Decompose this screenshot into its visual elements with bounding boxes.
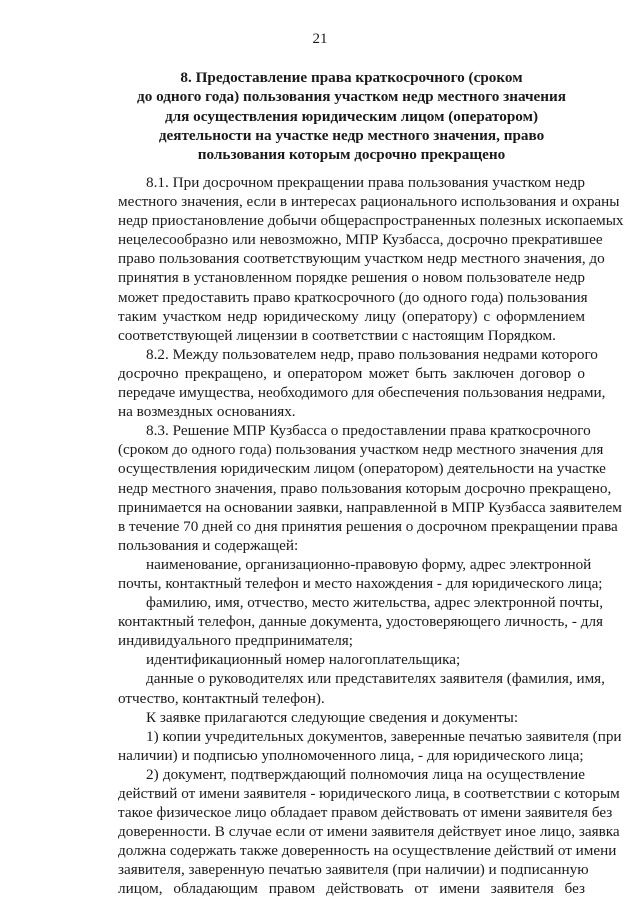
paragraph (118, 555, 603, 593)
heading-line: пользования которым досрочно прекращено (197, 146, 506, 164)
paragraph-line: принятия в установленном порядке решения о новом пользователе недр (118, 269, 585, 287)
paragraph-line: 8.2. Между пользователем недр, право пользования недрами которого (146, 345, 598, 363)
paragraph-line: нецелесообразно или невозможно, МПР Кузбасса, досрочно прекратившее (118, 231, 603, 249)
paragraph-line: передаче имущества, необходимого для обеспечения пользования недрами, (118, 384, 606, 402)
paragraph-line: наименование, организационно-правовую форму, адрес электронной (146, 555, 592, 573)
paragraph-line: может предоставить право краткосрочного (до одного года) пользования (118, 288, 588, 306)
paragraph-line: контактный телефон, данные документа, удостоверяющего личность, - для (118, 613, 604, 631)
heading-line: для осуществления юридическим лицом (оператором) (164, 107, 539, 125)
paragraph-line: почты, контактный телефон и место нахождения - для юридического лица; (118, 574, 603, 592)
paragraph-line: (сроком до одного года) пользования участком недр местного значения для (118, 441, 604, 459)
paragraph-line: 8.1. При досрочном прекращении права пользования участком недр (146, 174, 585, 191)
paragraph-line: пользования и содержащей: (118, 536, 299, 554)
paragraph-line: такое физическое лицо обладает правом действовать от имени заявителя без (118, 804, 613, 822)
paragraph-line: в течение 70 дней со дня принятия решения о досрочном прекращении права (118, 517, 618, 535)
paragraph (118, 650, 585, 669)
paragraph-line: фамилию, имя, отчество, место жительства, адрес электронной почты, (146, 594, 604, 612)
section-body (118, 173, 624, 899)
paragraph-line: лицом, обладающим правом действовать от имени заявителя без (118, 880, 585, 898)
paragraph-line: соответствующей лицензии в соответствии с настоящим Порядком. (118, 326, 556, 344)
heading-line: деятельности на участке недр местного значения, право (158, 126, 545, 144)
paragraph-line: недр местного значения, право пользования которым досрочно прекращено, (118, 479, 612, 497)
paragraph (118, 727, 622, 765)
paragraph-line: принимается на основании заявки, направленной в МПР Кузбасса заявителем (118, 498, 622, 516)
paragraph-line: К заявке прилагаются следующие сведения и документы: (146, 708, 519, 726)
paragraph-line: отчество, контактный телефон). (118, 689, 325, 707)
heading-line: до одного года) пользования участком недр местного значения (137, 88, 566, 106)
paragraph-line: местного значения, если в интересах рационального использования и охраны (118, 193, 620, 211)
paragraph-line: должна содержать также доверенность на осуществление действий от имени (118, 842, 617, 860)
paragraph-line: 8.3. Решение МПР Кузбасса о предоставлении права краткосрочного (146, 422, 591, 440)
paragraph-line: осуществления юридическим лицом (оператором) деятельности на участке (118, 460, 606, 478)
paragraph-line: досрочно прекращено, и оператором может быть заключен договор о (118, 364, 585, 382)
paragraph (118, 708, 585, 727)
heading-line: 8. Предоставление права краткосрочного (сроком (180, 69, 523, 86)
paragraph-line: 2) документ, подтверждающий полномочия лица на осуществление (146, 765, 585, 783)
page-number: 21 (312, 31, 328, 47)
paragraph-line: на возмездных основаниях. (118, 403, 296, 421)
paragraph (118, 593, 604, 650)
section-heading (118, 68, 585, 164)
paragraph-line: наличии) и подписью уполномоченного лица, - для юридического лица; (118, 746, 584, 764)
paragraph (118, 669, 605, 707)
paragraph-line: право пользования соответствующим участком недр местного значения, до (118, 250, 605, 268)
paragraph-line: таким участком недр юридическому лицу (оператору) с оформлением (118, 307, 585, 325)
paragraph (118, 421, 622, 555)
paragraph (118, 173, 624, 345)
paragraph-line: индивидуального предпринимателя; (118, 632, 353, 650)
paragraph-line: заявителя, заверенную печатью заявителя (при наличии) и подписанную (118, 861, 589, 879)
paragraph-line: данные о руководителях или представителях заявителя (фамилия, имя, (146, 670, 605, 688)
paragraph (118, 345, 606, 421)
paragraph-line: действий от имени заявителя - юридического лица, в соответствии с которым (118, 785, 620, 802)
paragraph (118, 765, 620, 899)
paragraph-line: 1) копии учредительных документов, заверенные печатью заявителя (при (146, 727, 622, 745)
paragraph-line: доверенности. В случае если от имени заявителя действует иное лицо, заявка (118, 823, 620, 841)
paragraph-line: недр приостановление добычи общераспространенных полезных ископаемых (118, 212, 624, 230)
paragraph-line: идентификационный номер налогоплательщика; (146, 651, 461, 669)
